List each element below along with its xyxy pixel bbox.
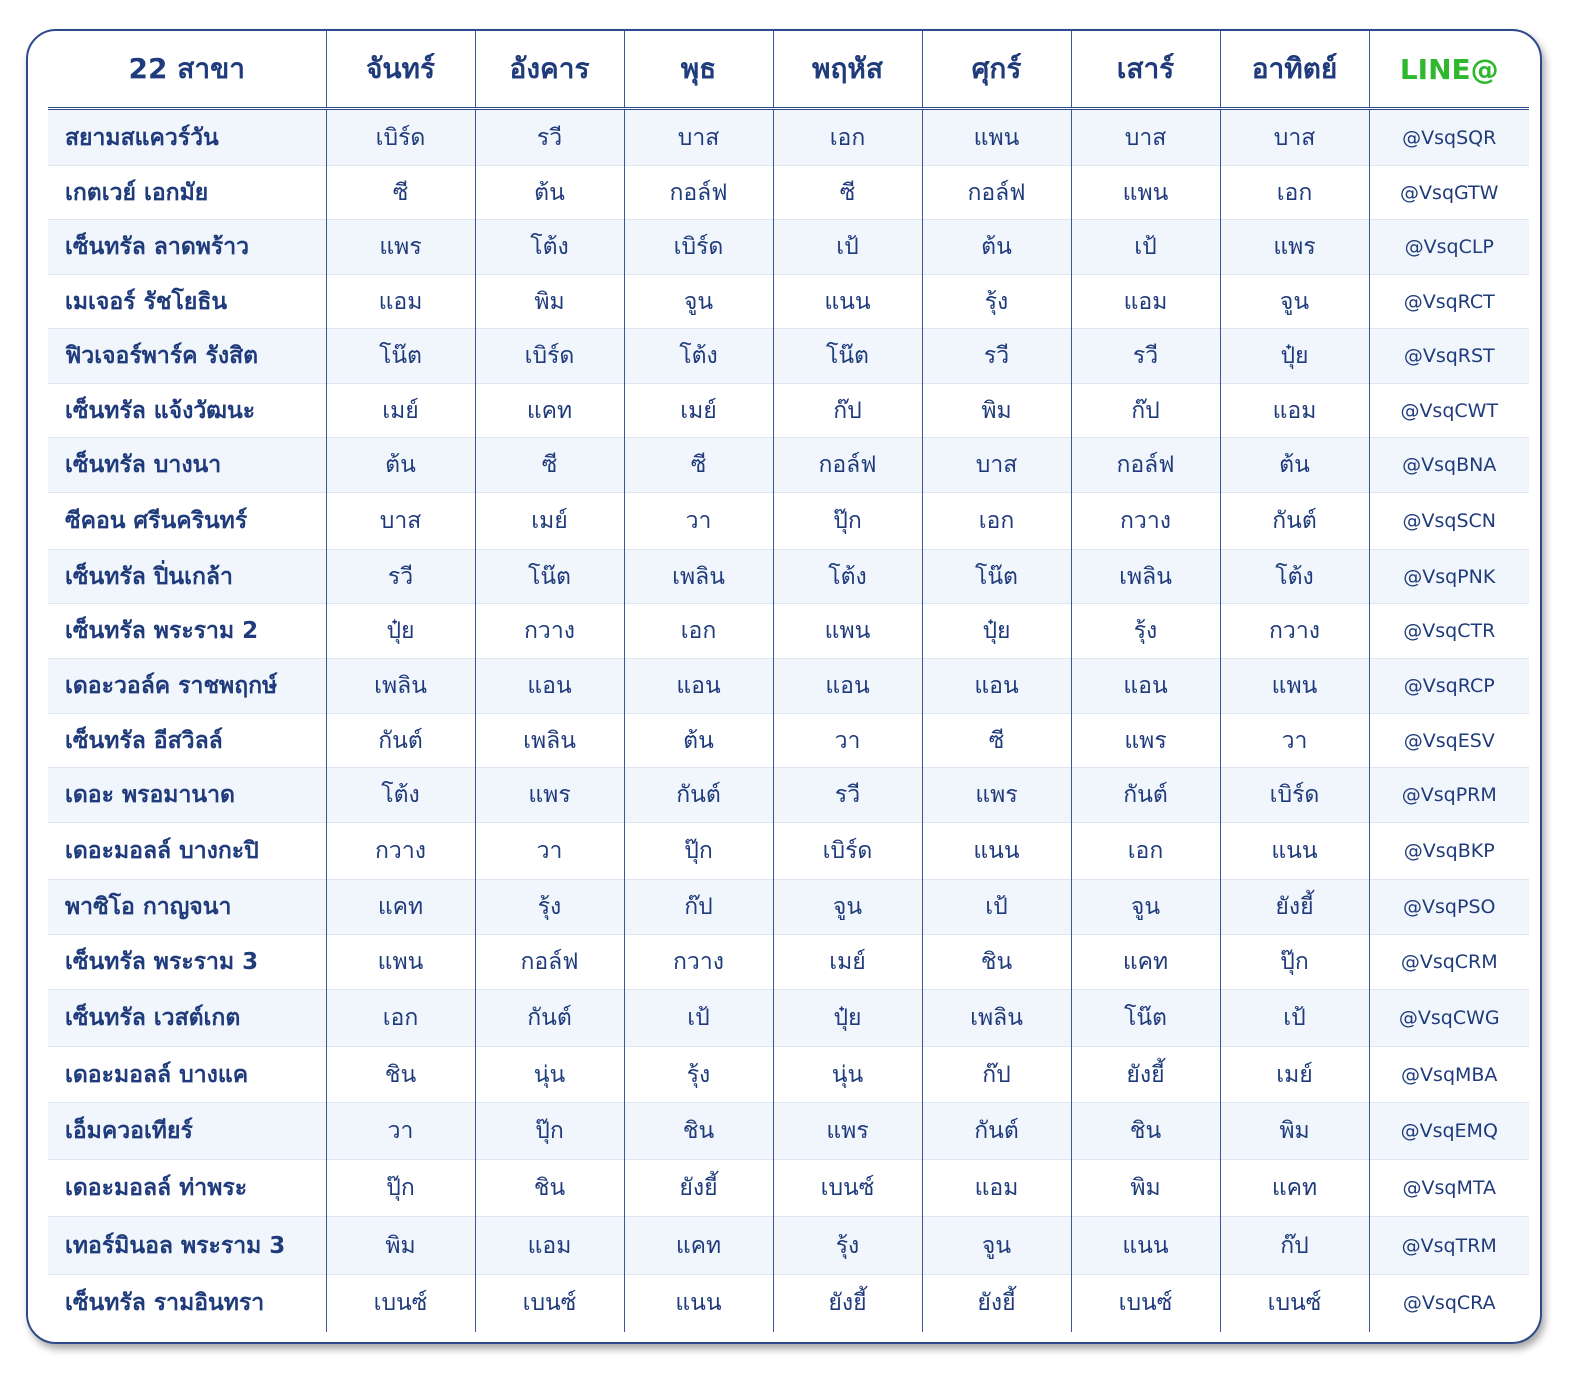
branch-name: เดอะวอล์ค ราชพฤกษ์	[48, 659, 326, 714]
staff-cell: จูน	[624, 275, 773, 329]
staff-cell: แคท	[1220, 1160, 1369, 1217]
branch-name: เทอร์มินอล พระราม 3	[48, 1217, 326, 1275]
header-day: อาทิตย์	[1220, 31, 1369, 109]
line-id: @VsqCRA	[1369, 1275, 1529, 1332]
staff-cell: แอม	[475, 1217, 624, 1275]
header-line: LINE@	[1369, 31, 1529, 109]
line-id: @VsqBNA	[1369, 438, 1529, 493]
staff-cell: เบิร์ด	[326, 109, 475, 166]
staff-cell: แพร	[922, 768, 1071, 823]
branch-name: เซ็นทรัล ลาดพร้าว	[48, 220, 326, 275]
staff-cell: แคท	[475, 384, 624, 438]
staff-cell: แคท	[624, 1217, 773, 1275]
staff-cell: แนน	[773, 275, 922, 329]
header-day: เสาร์	[1071, 31, 1220, 109]
staff-cell: เอก	[773, 109, 922, 166]
staff-cell: แคท	[1071, 935, 1220, 990]
staff-cell: ปุ๊ก	[773, 493, 922, 550]
line-id: @VsqPSO	[1369, 880, 1529, 935]
line-id: @VsqSCN	[1369, 493, 1529, 550]
table-row	[48, 935, 1529, 990]
staff-cell: แอน	[475, 659, 624, 714]
branch-name: ซีคอน ศรีนครินทร์	[48, 493, 326, 550]
staff-cell: แพร	[475, 768, 624, 823]
line-id: @VsqRCP	[1369, 659, 1529, 714]
header-row	[48, 31, 1529, 109]
line-id: @VsqCWT	[1369, 384, 1529, 438]
staff-cell: พิม	[326, 1217, 475, 1275]
staff-cell: แนน	[922, 823, 1071, 880]
staff-cell: บาส	[326, 493, 475, 550]
table-row	[48, 1160, 1529, 1217]
staff-cell: เพลิน	[475, 714, 624, 768]
staff-cell: ปุ๊ก	[475, 1103, 624, 1160]
table-row	[48, 329, 1529, 384]
staff-cell: บาส	[922, 438, 1071, 493]
staff-cell: บาส	[624, 109, 773, 166]
staff-cell: แอน	[624, 659, 773, 714]
staff-cell: เพลิน	[624, 550, 773, 604]
table-row	[48, 166, 1529, 220]
staff-cell: กันต์	[326, 714, 475, 768]
header-day: พุธ	[624, 31, 773, 109]
staff-cell: ยังยี้	[1071, 1047, 1220, 1103]
staff-cell: ซี	[773, 166, 922, 220]
staff-cell: เมย์	[326, 384, 475, 438]
staff-cell: เบิร์ด	[1220, 768, 1369, 823]
table-row	[48, 880, 1529, 935]
staff-cell: เป้	[773, 220, 922, 275]
staff-cell: แอน	[773, 659, 922, 714]
staff-cell: เอก	[1071, 823, 1220, 880]
line-id: @VsqTRM	[1369, 1217, 1529, 1275]
branch-name: เซ็นทรัล พระราม 2	[48, 604, 326, 659]
header-day: จันทร์	[326, 31, 475, 109]
staff-cell: ปุ๋ย	[922, 604, 1071, 659]
staff-cell: แอม	[326, 275, 475, 329]
staff-cell: แพร	[326, 220, 475, 275]
staff-cell: แพน	[326, 935, 475, 990]
staff-cell: แอน	[1071, 659, 1220, 714]
staff-cell: เอก	[922, 493, 1071, 550]
line-id: @VsqEMQ	[1369, 1103, 1529, 1160]
line-id: @VsqRST	[1369, 329, 1529, 384]
staff-cell: บาส	[1220, 109, 1369, 166]
line-id: @VsqBKP	[1369, 823, 1529, 880]
staff-cell: รุ้ง	[475, 880, 624, 935]
staff-cell: ก๊ป	[922, 1047, 1071, 1103]
staff-cell: แอม	[922, 1160, 1071, 1217]
line-id: @VsqCLP	[1369, 220, 1529, 275]
staff-cell: เอก	[326, 990, 475, 1047]
staff-cell: โน๊ต	[1071, 990, 1220, 1047]
staff-cell: กอล์ฟ	[922, 166, 1071, 220]
staff-cell: ปุ๋ย	[773, 990, 922, 1047]
header-branch: 22 สาขา	[48, 31, 326, 109]
line-id: @VsqCTR	[1369, 604, 1529, 659]
table-row	[48, 220, 1529, 275]
staff-cell: โน๊ต	[326, 329, 475, 384]
staff-cell: โต้ง	[326, 768, 475, 823]
staff-cell: เมย์	[624, 384, 773, 438]
staff-cell: เป้	[922, 880, 1071, 935]
table-row	[48, 275, 1529, 329]
staff-cell: เบนซ์	[326, 1275, 475, 1332]
staff-cell: ยังยี้	[773, 1275, 922, 1332]
staff-cell: ชิน	[624, 1103, 773, 1160]
branch-name: เซ็นทรัล ปิ่นเกล้า	[48, 550, 326, 604]
staff-cell: เบิร์ด	[773, 823, 922, 880]
staff-cell: ยังยี้	[922, 1275, 1071, 1332]
table-row	[48, 1275, 1529, 1332]
staff-cell: แนน	[1220, 823, 1369, 880]
staff-cell: ซี	[475, 438, 624, 493]
staff-cell: เป้	[624, 990, 773, 1047]
branch-name: สยามสแควร์วัน	[48, 109, 326, 166]
branch-name: เดอะ พรอมานาด	[48, 768, 326, 823]
staff-cell: โน๊ต	[922, 550, 1071, 604]
staff-cell: ต้น	[475, 166, 624, 220]
staff-cell: ซี	[326, 166, 475, 220]
staff-cell: ซี	[624, 438, 773, 493]
staff-cell: เป้	[1071, 220, 1220, 275]
staff-cell: จูน	[1220, 275, 1369, 329]
staff-cell: โต้ง	[475, 220, 624, 275]
staff-cell: ก๊ป	[1220, 1217, 1369, 1275]
staff-cell: โน๊ต	[475, 550, 624, 604]
staff-cell: กวาง	[475, 604, 624, 659]
staff-cell: เบนซ์	[773, 1160, 922, 1217]
staff-cell: แพน	[922, 109, 1071, 166]
staff-cell: กันต์	[624, 768, 773, 823]
table-row	[48, 990, 1529, 1047]
staff-cell: แคท	[326, 880, 475, 935]
staff-cell: วา	[326, 1103, 475, 1160]
header-day: อังคาร	[475, 31, 624, 109]
staff-cell: เบนซ์	[475, 1275, 624, 1332]
staff-cell: ก๊ป	[773, 384, 922, 438]
schedule-table	[48, 31, 1529, 1332]
staff-cell: วา	[1220, 714, 1369, 768]
staff-cell: ต้น	[922, 220, 1071, 275]
line-id: @VsqCRM	[1369, 935, 1529, 990]
branch-name: เกตเวย์ เอกมัย	[48, 166, 326, 220]
staff-cell: เพลิน	[1071, 550, 1220, 604]
staff-cell: เมย์	[475, 493, 624, 550]
line-id: @VsqPRM	[1369, 768, 1529, 823]
staff-cell: กวาง	[1071, 493, 1220, 550]
staff-cell: พิม	[1220, 1103, 1369, 1160]
staff-cell: เบิร์ด	[475, 329, 624, 384]
staff-cell: วา	[475, 823, 624, 880]
staff-cell: ซี	[922, 714, 1071, 768]
staff-cell: กอล์ฟ	[624, 166, 773, 220]
line-id: @VsqMBA	[1369, 1047, 1529, 1103]
staff-cell: กอล์ฟ	[773, 438, 922, 493]
table-row	[48, 109, 1529, 166]
staff-cell: รวี	[326, 550, 475, 604]
staff-cell: โต้ง	[773, 550, 922, 604]
staff-cell: โต้ง	[624, 329, 773, 384]
table-row	[48, 604, 1529, 659]
branch-name: เดอะมอลล์ ท่าพระ	[48, 1160, 326, 1217]
staff-cell: ยังยี้	[624, 1160, 773, 1217]
staff-cell: รวี	[922, 329, 1071, 384]
table-row	[48, 768, 1529, 823]
staff-cell: แพน	[1071, 166, 1220, 220]
schedule-body	[48, 109, 1529, 1332]
staff-cell: ปุ๊ก	[624, 823, 773, 880]
schedule-card	[26, 29, 1542, 1344]
branch-name: เมเจอร์ รัชโยธิน	[48, 275, 326, 329]
staff-cell: รวี	[773, 768, 922, 823]
line-id: @VsqPNK	[1369, 550, 1529, 604]
staff-cell: เอก	[1220, 166, 1369, 220]
header-day: พฤหัส	[773, 31, 922, 109]
staff-cell: รวี	[1071, 329, 1220, 384]
line-id: @VsqESV	[1369, 714, 1529, 768]
staff-cell: กันต์	[1071, 768, 1220, 823]
branch-name: ฟิวเจอร์พาร์ค รังสิต	[48, 329, 326, 384]
branch-name: เซ็นทรัล รามอินทรา	[48, 1275, 326, 1332]
staff-cell: รุ้ง	[773, 1217, 922, 1275]
staff-cell: กวาง	[326, 823, 475, 880]
staff-cell: แอม	[1220, 384, 1369, 438]
branch-name: พาซิโอ กาญจนา	[48, 880, 326, 935]
staff-cell: กันต์	[475, 990, 624, 1047]
staff-cell: ชิน	[475, 1160, 624, 1217]
branch-name: เซ็นทรัล บางนา	[48, 438, 326, 493]
staff-cell: แนน	[1071, 1217, 1220, 1275]
staff-cell: กันต์	[1220, 493, 1369, 550]
staff-cell: บาส	[1071, 109, 1220, 166]
staff-cell: ต้น	[1220, 438, 1369, 493]
staff-cell: วา	[624, 493, 773, 550]
staff-cell: ต้น	[624, 714, 773, 768]
table-row	[48, 659, 1529, 714]
staff-cell: กอล์ฟ	[475, 935, 624, 990]
table-row	[48, 1047, 1529, 1103]
staff-cell: รุ้ง	[624, 1047, 773, 1103]
table-row	[48, 714, 1529, 768]
table-row	[48, 493, 1529, 550]
staff-cell: ก๊ป	[1071, 384, 1220, 438]
staff-cell: ปุ๋ย	[326, 604, 475, 659]
staff-cell: แพร	[1220, 220, 1369, 275]
staff-cell: เป้	[1220, 990, 1369, 1047]
table-row	[48, 1217, 1529, 1275]
table-row	[48, 823, 1529, 880]
staff-cell: ต้น	[326, 438, 475, 493]
staff-cell: เบิร์ด	[624, 220, 773, 275]
line-id: @VsqSQR	[1369, 109, 1529, 166]
staff-cell: ชิน	[922, 935, 1071, 990]
staff-cell: โต้ง	[1220, 550, 1369, 604]
staff-cell: ก๊ป	[624, 880, 773, 935]
staff-cell: แพร	[1071, 714, 1220, 768]
staff-cell: จูน	[773, 880, 922, 935]
staff-cell: รุ้ง	[1071, 604, 1220, 659]
branch-name: เดอะมอลล์ บางแค	[48, 1047, 326, 1103]
staff-cell: เมย์	[773, 935, 922, 990]
staff-cell: รวี	[475, 109, 624, 166]
staff-cell: แอม	[1071, 275, 1220, 329]
branch-name: เซ็นทรัล แจ้งวัฒนะ	[48, 384, 326, 438]
staff-cell: เอก	[624, 604, 773, 659]
staff-cell: จูน	[922, 1217, 1071, 1275]
staff-cell: แพน	[1220, 659, 1369, 714]
branch-name: เซ็นทรัล พระราม 3	[48, 935, 326, 990]
table-row	[48, 1103, 1529, 1160]
staff-cell: นุ่น	[773, 1047, 922, 1103]
staff-cell: จูน	[1071, 880, 1220, 935]
staff-cell: ชิน	[1071, 1103, 1220, 1160]
line-id: @VsqMTA	[1369, 1160, 1529, 1217]
staff-cell: เบนซ์	[1071, 1275, 1220, 1332]
staff-cell: พิม	[475, 275, 624, 329]
staff-cell: เพลิน	[922, 990, 1071, 1047]
line-id: @VsqRCT	[1369, 275, 1529, 329]
staff-cell: กอล์ฟ	[1071, 438, 1220, 493]
header-day: ศุกร์	[922, 31, 1071, 109]
staff-cell: แอน	[922, 659, 1071, 714]
staff-cell: นุ่น	[475, 1047, 624, 1103]
branch-name: เซ็นทรัล อีสวิลล์	[48, 714, 326, 768]
staff-cell: กันต์	[922, 1103, 1071, 1160]
branch-name: เซ็นทรัล เวสต์เกต	[48, 990, 326, 1047]
table-row	[48, 438, 1529, 493]
staff-cell: โน๊ต	[773, 329, 922, 384]
staff-cell: เมย์	[1220, 1047, 1369, 1103]
branch-name: เอ็มควอเทียร์	[48, 1103, 326, 1160]
staff-cell: ยังยี้	[1220, 880, 1369, 935]
staff-cell: แพร	[773, 1103, 922, 1160]
staff-cell: ปุ๋ย	[1220, 329, 1369, 384]
staff-cell: วา	[773, 714, 922, 768]
staff-cell: ปุ๊ก	[1220, 935, 1369, 990]
staff-cell: กวาง	[1220, 604, 1369, 659]
staff-cell: พิม	[1071, 1160, 1220, 1217]
staff-cell: แนน	[624, 1275, 773, 1332]
line-id: @VsqCWG	[1369, 990, 1529, 1047]
staff-cell: ปุ๊ก	[326, 1160, 475, 1217]
staff-cell: พิม	[922, 384, 1071, 438]
staff-cell: เพลิน	[326, 659, 475, 714]
staff-cell: กวาง	[624, 935, 773, 990]
staff-cell: เบนซ์	[1220, 1275, 1369, 1332]
line-id: @VsqGTW	[1369, 166, 1529, 220]
branch-name: เดอะมอลล์ บางกะปิ	[48, 823, 326, 880]
staff-cell: แพน	[773, 604, 922, 659]
staff-cell: รุ้ง	[922, 275, 1071, 329]
staff-cell: ชิน	[326, 1047, 475, 1103]
table-row	[48, 550, 1529, 604]
table-row	[48, 384, 1529, 438]
